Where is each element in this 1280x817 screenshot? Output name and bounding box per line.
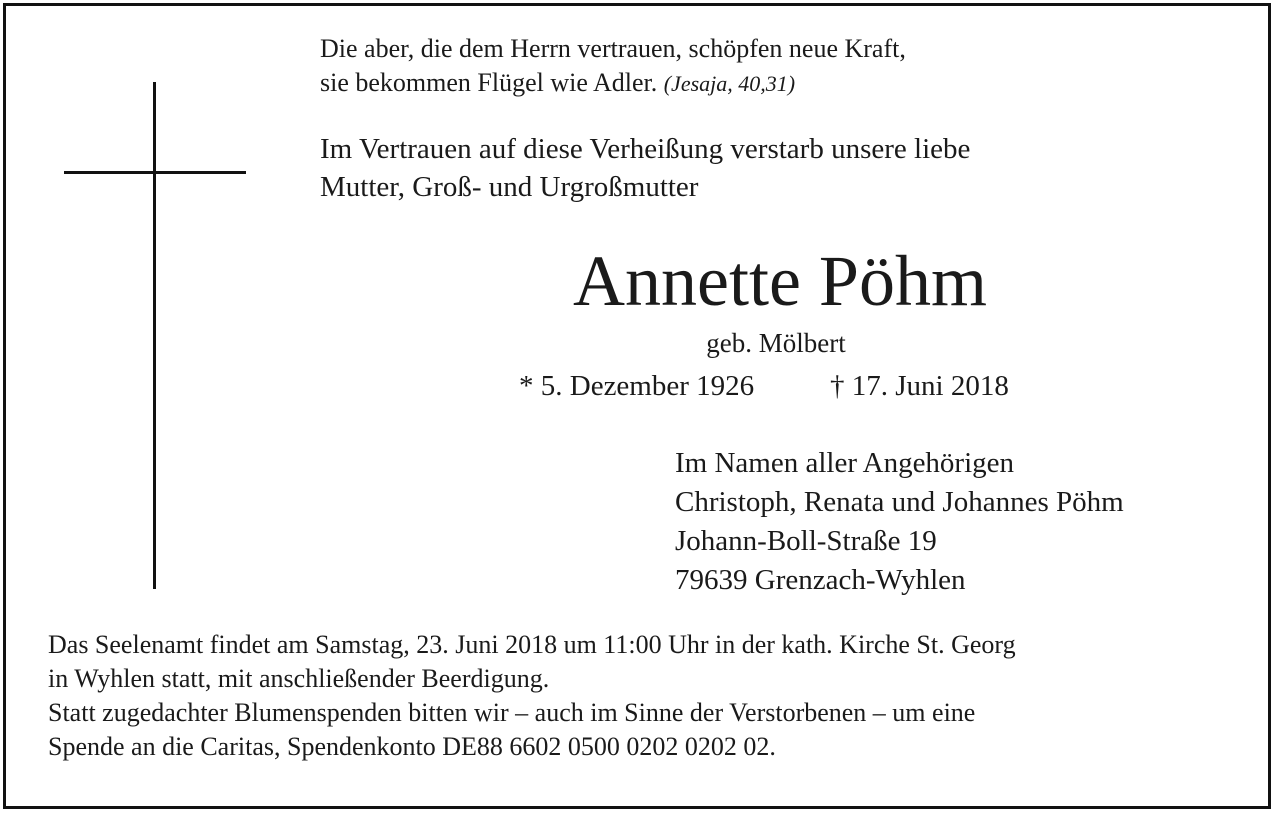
notice-line-4: Spende an die Caritas, Spendenkonto DE88 6602 0500 0202 0202 02. — [48, 732, 776, 761]
maiden-name: geb. Mölbert — [706, 328, 846, 358]
family-city: 79639 Grenzach-Wyhlen — [675, 564, 966, 596]
cross-vertical-bar — [153, 82, 156, 589]
family-street: Johann-Boll-Straße 19 — [675, 525, 937, 557]
intro-line-2: Mutter, Groß- und Urgroßmutter — [320, 171, 699, 203]
family-signature — [675, 444, 1124, 600]
family-line-1: Im Namen aller Angehörigen — [675, 447, 1015, 479]
intro-text — [320, 130, 970, 206]
bible-quote — [320, 32, 906, 101]
quote-line-2-text: sie bekommen Flügel wie Adler. — [320, 68, 658, 97]
quote-line-1: Die aber, die dem Herrn vertrauen, schöpfen neue Kraft, — [320, 34, 906, 63]
family-names: Christoph, Renata und Johannes Pöhm — [675, 486, 1124, 518]
quote-reference: (Jesaja, 40,31) — [663, 71, 796, 96]
death-date: † 17. Juni 2018 — [830, 370, 1009, 402]
quote-line-2 — [320, 66, 906, 101]
notice-line-3: Statt zugedachter Blumenspenden bitten wir – auch im Sinne der Verstorbenen – um eine — [48, 698, 976, 727]
intro-line-1: Im Vertrauen auf diese Verheißung verstarb unsere liebe — [320, 133, 971, 165]
service-notice — [48, 628, 1016, 764]
birth-date: * 5. Dezember 1926 — [519, 370, 755, 402]
deceased-name: Annette Pöhm — [573, 241, 987, 321]
notice-line-2: in Wyhlen statt, mit anschließender Beerdigung. — [48, 664, 550, 693]
cross-horizontal-bar — [64, 171, 246, 174]
notice-line-1: Das Seelenamt findet am Samstag, 23. Juni 2018 um 11:00 Uhr in der kath. Kirche St. Georg — [48, 630, 1016, 659]
